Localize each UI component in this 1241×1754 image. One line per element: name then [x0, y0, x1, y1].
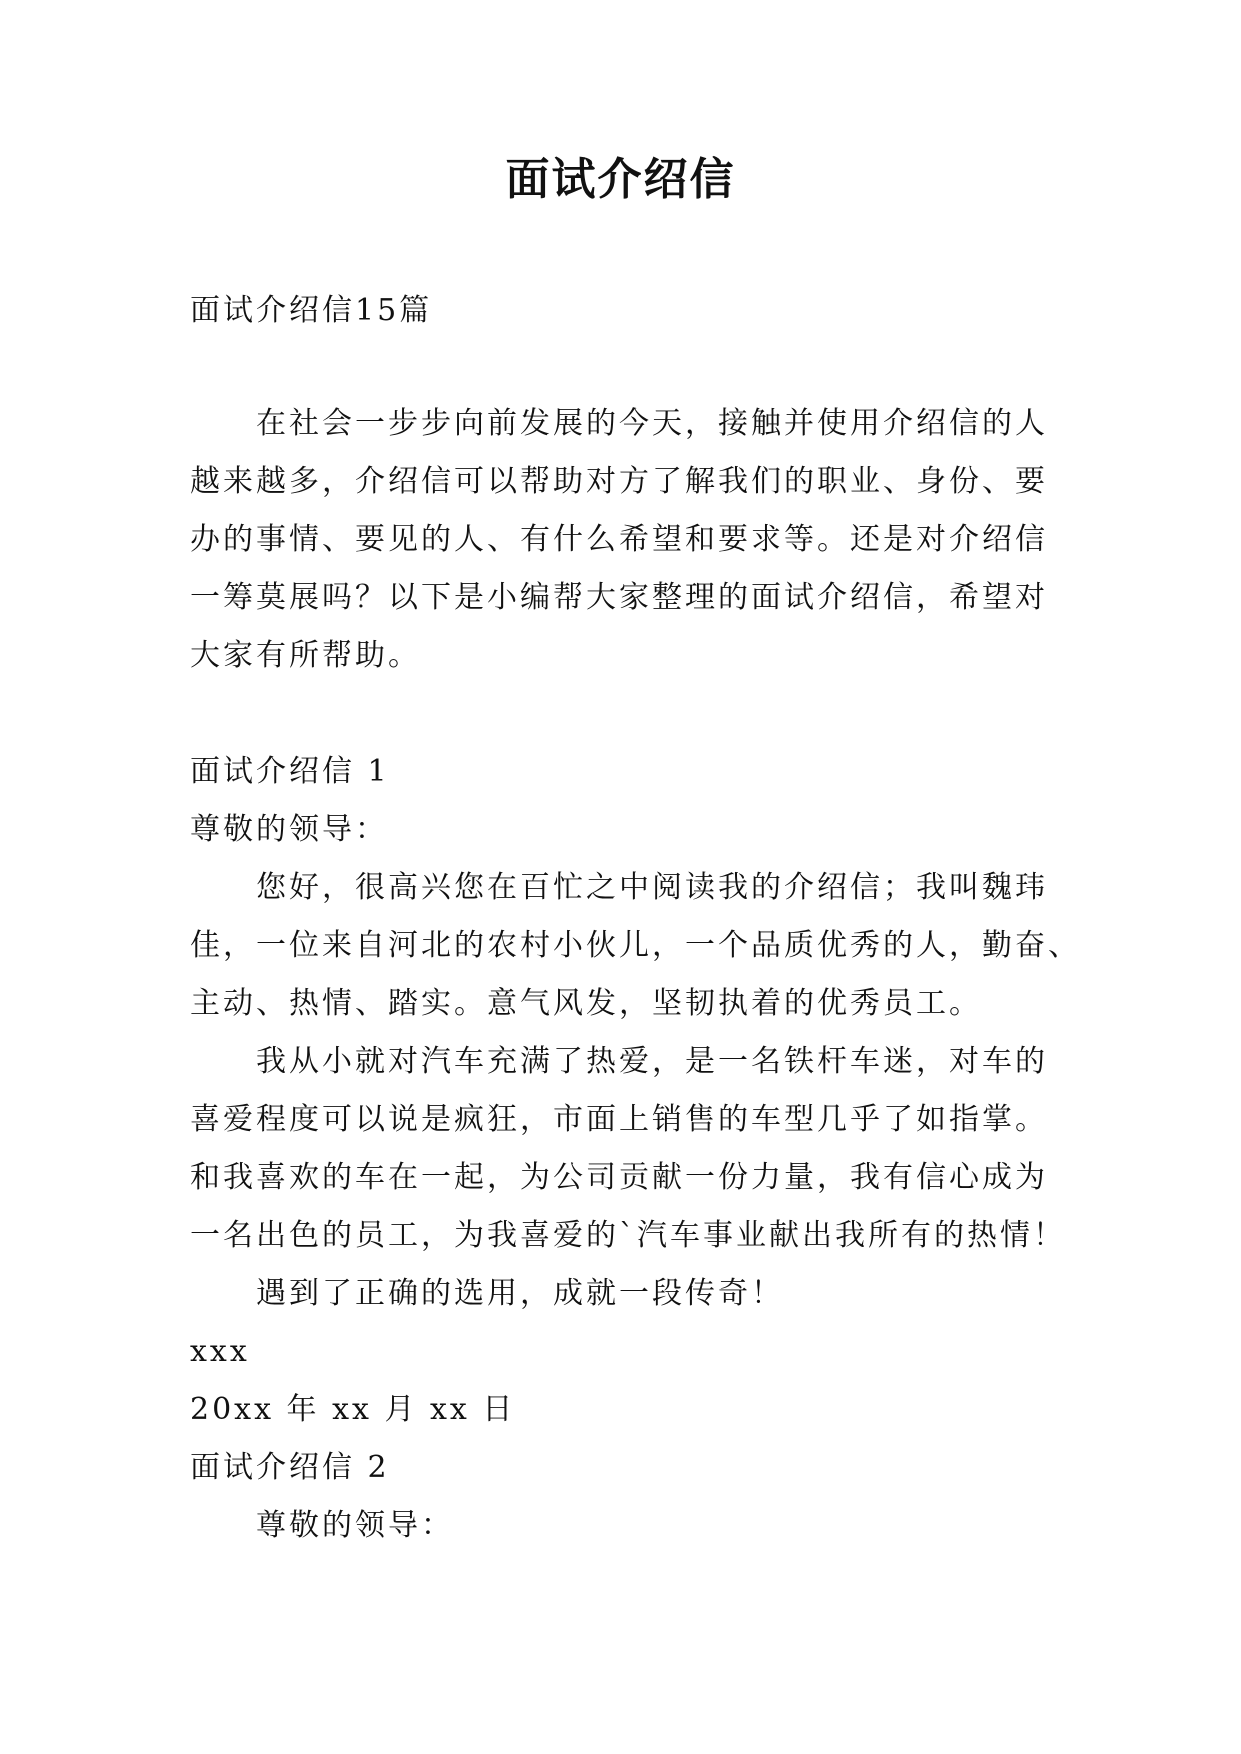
- letter1-body-line-3: 主动、热情、踏实。意气风发，坚韧执着的优秀员工。: [190, 986, 982, 1021]
- letter1-heading: 面试介绍信 1: [190, 754, 390, 789]
- letter1-body-line-7: 一名出色的员工，为我喜爱的`汽车事业献出我所有的热情！: [190, 1218, 1066, 1253]
- intro-line-4: 一筹莫展吗？以下是小编帮大家整理的面试介绍信，希望对: [190, 580, 1048, 615]
- letter1-signature: xxx: [190, 1334, 250, 1369]
- letter1-body-line-6: 和我喜欢的车在一起，为公司贡献一份力量，我有信心成为: [190, 1160, 1048, 1195]
- letter1-body-line-2: 佳，一位来自河北的农村小伙儿，一个品质优秀的人，勤奋、: [190, 928, 1081, 963]
- letter1-date: 20xx 年 xx 月 xx 日: [190, 1392, 516, 1427]
- intro-line-2: 越来越多，介绍信可以帮助对方了解我们的职业、身份、要: [190, 464, 1048, 499]
- letter1-salutation: 尊敬的领导：: [190, 812, 388, 847]
- letter1-body-line-4: 我从小就对汽车充满了热爱，是一名铁杆车迷，对车的: [256, 1044, 1048, 1079]
- document-subtitle: 面试介绍信15篇: [190, 293, 433, 328]
- letter1-body-line-1: 您好，很高兴您在百忙之中阅读我的介绍信；我叫魏玮: [256, 870, 1048, 905]
- intro-line-1: 在社会一步步向前发展的今天，接触并使用介绍信的人: [256, 406, 1048, 441]
- intro-line-3: 办的事情、要见的人、有什么希望和要求等。还是对介绍信: [190, 522, 1048, 557]
- document-title: 面试介绍信: [505, 154, 736, 205]
- letter2-salutation: 尊敬的领导：: [256, 1508, 454, 1543]
- letter2-heading: 面试介绍信 2: [190, 1450, 390, 1485]
- letter1-body-line-5: 喜爱程度可以说是疯狂，市面上销售的车型几乎了如指掌。: [190, 1102, 1048, 1137]
- intro-line-5: 大家有所帮助。: [190, 638, 421, 673]
- letter1-body-line-8: 遇到了正确的选用，成就一段传奇！: [256, 1276, 784, 1311]
